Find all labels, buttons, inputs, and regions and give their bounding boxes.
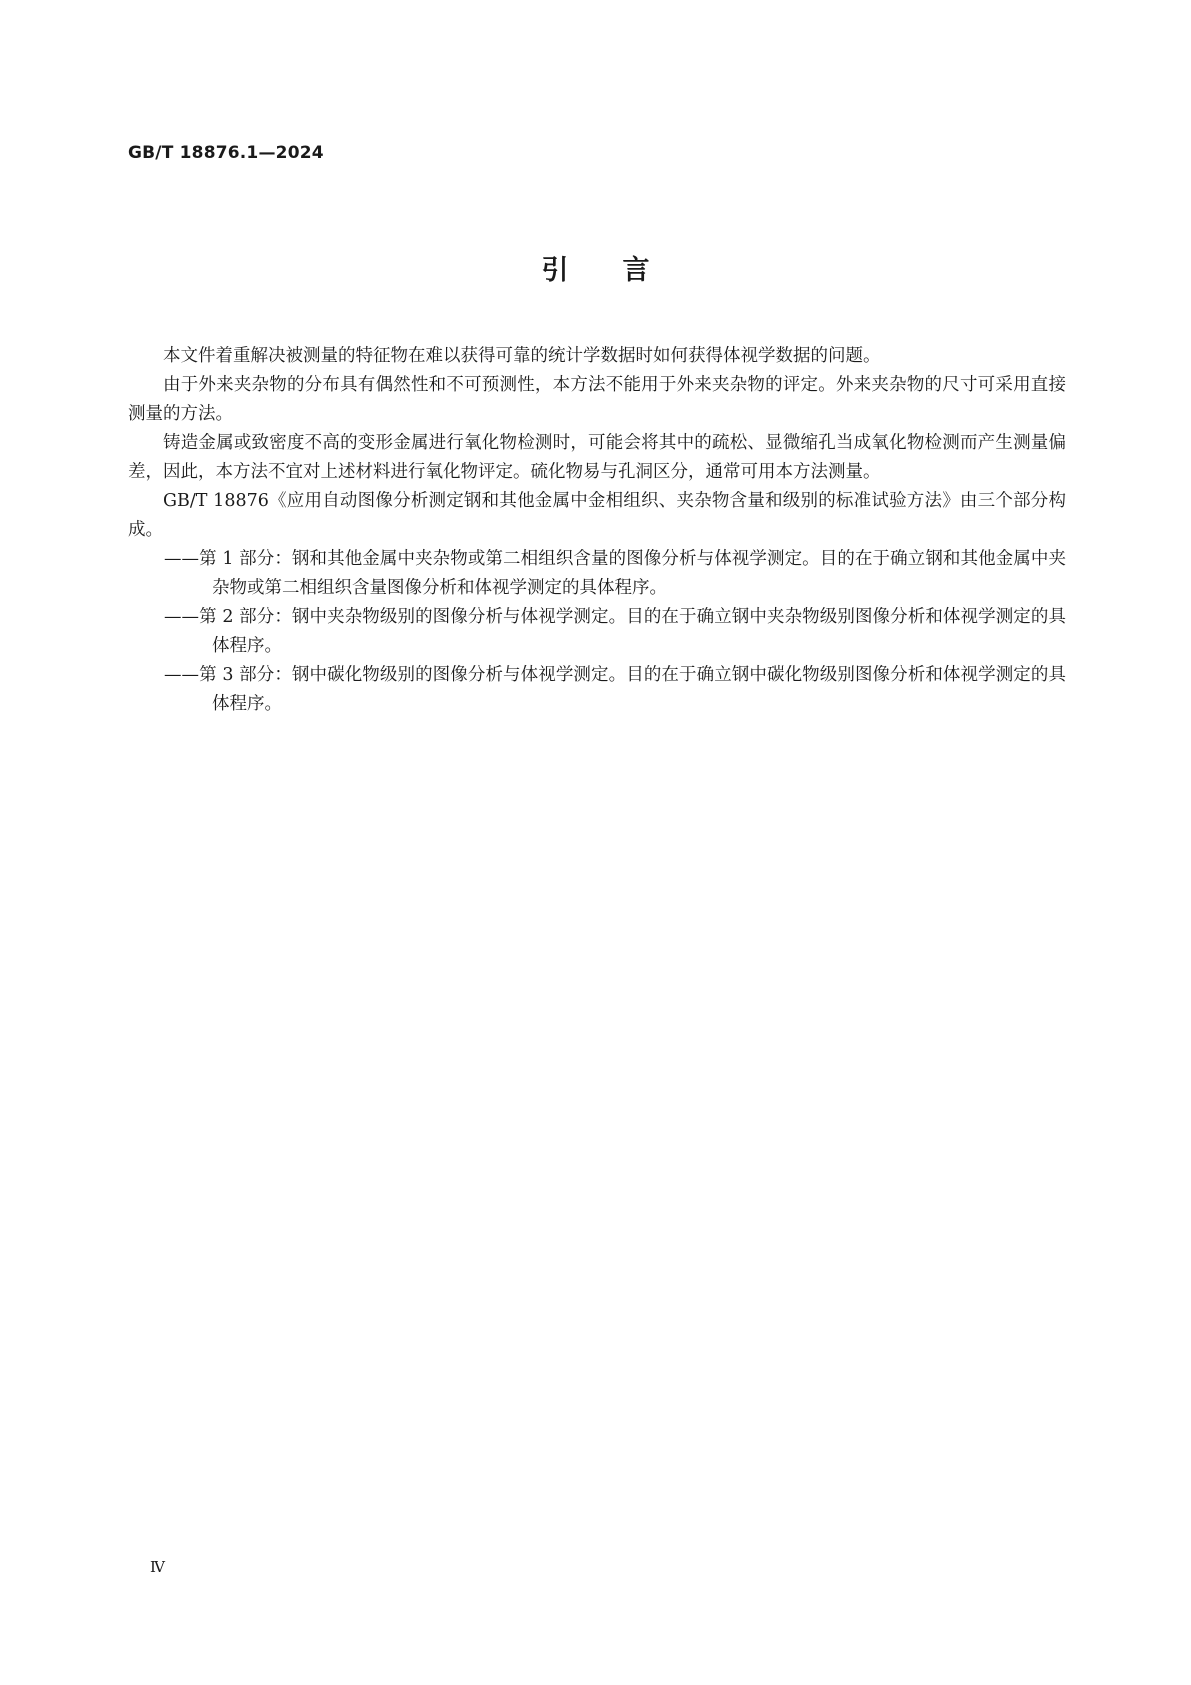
list-item: ——第 2 部分：钢中夹杂物级别的图像分析与体视学测定。目的在于确立钢中夹杂物级别图像分析和体视学测定的具体程序。 (164, 607, 1066, 656)
page-number: Ⅳ (150, 1558, 165, 1576)
standard-code: GB/T 18876.1—2024 (128, 143, 324, 163)
page-title: 引言 (541, 255, 704, 286)
paragraph: GB/T 18876《应用自动图像分析测定钢和其他金属中金相组织、夹杂物含量和级别的标准试验方法》由三个部分构成。 (128, 491, 1066, 540)
paragraph: 由于外来夹杂物的分布具有偶然性和不可预测性，本方法不能用于外来夹杂物的评定。外来夹杂物的尺寸可采用直接测量的方法。 (128, 375, 1066, 424)
paragraph: 铸造金属或致密度不高的变形金属进行氧化物检测时，可能会将其中的疏松、显微缩孔当成氧化物检测而产生测量偏差，因此，本方法不宜对上述材料进行氧化物评定。硫化物易与孔洞区分，通常可用本方法测量。 (128, 433, 1066, 482)
list-item: ——第 1 部分：钢和其他金属中夹杂物或第二相组织含量的图像分析与体视学测定。目的在于确立钢和其他金属中夹杂物或第二相组织含量图像分析和体视学测定的具体程序。 (164, 549, 1066, 598)
document-body (128, 342, 1066, 719)
paragraph: 本文件着重解决被测量的特征物在难以获得可靠的统计学数据时如何获得体视学数据的问题。 (163, 346, 881, 366)
list-item: ——第 3 部分：钢中碳化物级别的图像分析与体视学测定。目的在于确立钢中碳化物级别图像分析和体视学测定的具体程序。 (164, 665, 1066, 714)
